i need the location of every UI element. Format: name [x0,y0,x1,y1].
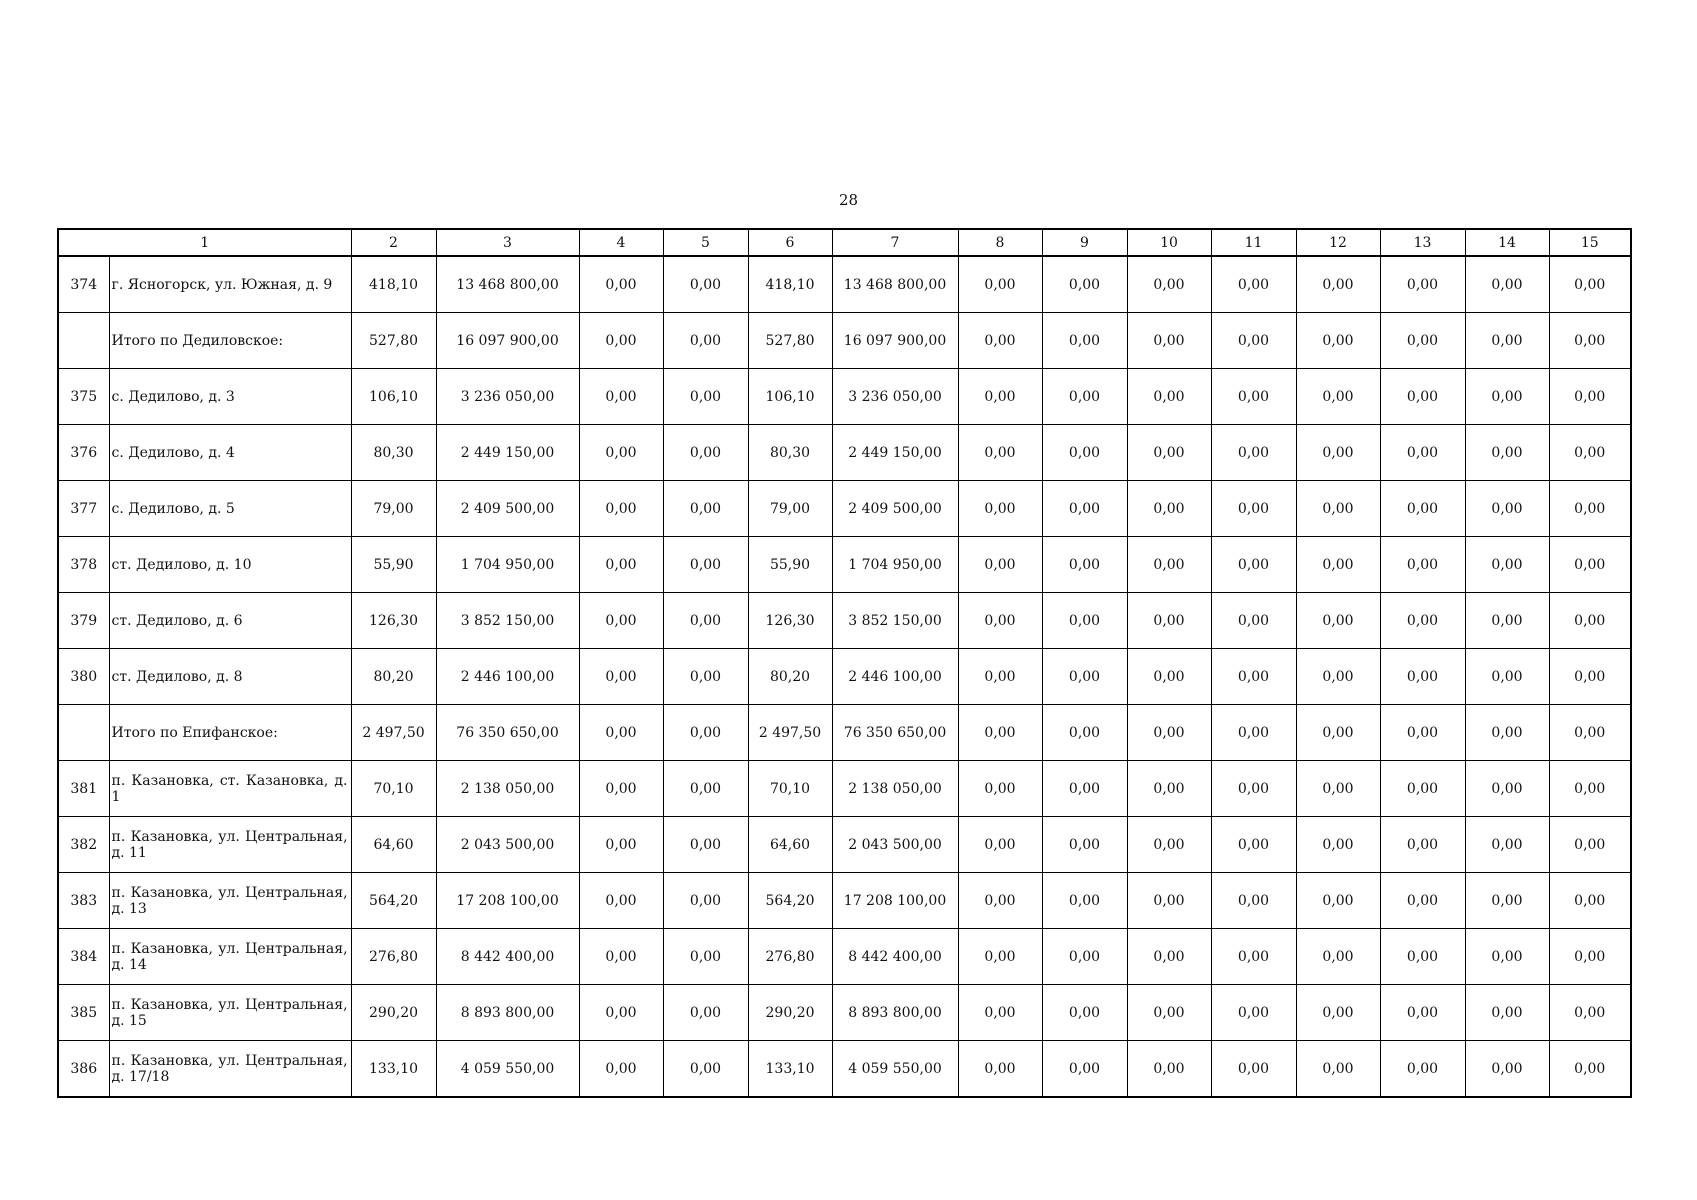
cost-cell: 8 442 400,00 [832,929,958,985]
value-cell: 0,00 [1549,537,1631,593]
value-cell: 0,00 [1465,761,1549,817]
column-header: 4 [579,229,663,256]
value-cell: 0,00 [1042,929,1127,985]
value-cell: 0,00 [663,761,748,817]
value-cell: 0,00 [663,985,748,1041]
address-cell: Итого по Дедиловское: [109,313,351,369]
value-cell: 0,00 [579,256,663,313]
subtotal-row [58,705,1631,761]
value-cell: 0,00 [1211,425,1296,481]
value-cell: 0,00 [1549,1041,1631,1098]
value-cell: 0,00 [1549,649,1631,705]
row-number-cell: 377 [58,481,109,537]
value-cell: 0,00 [579,593,663,649]
value-cell: 0,00 [1380,537,1465,593]
value-cell: 0,00 [1211,817,1296,873]
cost-cell: 17 208 100,00 [436,873,579,929]
value-cell: 0,00 [1380,873,1465,929]
cost-cell: 17 208 100,00 [832,873,958,929]
value-cell: 0,00 [1549,313,1631,369]
area-cell: 70,10 [748,761,832,817]
value-cell: 0,00 [663,313,748,369]
value-cell: 0,00 [1042,256,1127,313]
value-cell: 0,00 [958,929,1042,985]
column-header: 3 [436,229,579,256]
column-header: 5 [663,229,748,256]
area-cell: 70,10 [351,761,436,817]
value-cell: 0,00 [1296,369,1380,425]
cost-cell: 13 468 800,00 [832,256,958,313]
value-cell: 0,00 [1296,537,1380,593]
column-header: 1 [58,229,351,256]
value-cell: 0,00 [1549,985,1631,1041]
address-cell: с. Дедилово, д. 5 [109,481,351,537]
address-cell: с. Дедилово, д. 4 [109,425,351,481]
value-cell: 0,00 [1127,593,1211,649]
value-cell: 0,00 [663,425,748,481]
value-cell: 0,00 [663,369,748,425]
value-cell: 0,00 [1296,985,1380,1041]
value-cell: 0,00 [1296,425,1380,481]
row-number-cell: 378 [58,537,109,593]
value-cell: 0,00 [1296,256,1380,313]
value-cell: 0,00 [1127,705,1211,761]
value-cell: 0,00 [579,985,663,1041]
value-cell: 0,00 [1211,649,1296,705]
value-cell: 0,00 [579,817,663,873]
value-cell: 0,00 [958,817,1042,873]
column-header: 9 [1042,229,1127,256]
value-cell: 0,00 [958,649,1042,705]
table-row [58,593,1631,649]
value-cell: 0,00 [1127,817,1211,873]
row-number-cell: 376 [58,425,109,481]
value-cell: 0,00 [1380,705,1465,761]
value-cell: 0,00 [579,425,663,481]
value-cell: 0,00 [579,929,663,985]
value-cell: 0,00 [1296,481,1380,537]
value-cell: 0,00 [1042,313,1127,369]
cost-cell: 2 409 500,00 [832,481,958,537]
value-cell: 0,00 [958,313,1042,369]
value-cell: 0,00 [1296,649,1380,705]
area-cell: 418,10 [351,256,436,313]
cost-cell: 16 097 900,00 [832,313,958,369]
value-cell: 0,00 [958,425,1042,481]
value-cell: 0,00 [1042,481,1127,537]
value-cell: 0,00 [579,873,663,929]
area-cell: 527,80 [748,313,832,369]
value-cell: 0,00 [1465,985,1549,1041]
value-cell: 0,00 [579,761,663,817]
value-cell: 0,00 [1465,873,1549,929]
value-cell: 0,00 [1042,705,1127,761]
address-cell: п. Казановка, ул. Центральная, д. 17/18 [109,1041,351,1098]
cost-cell: 2 138 050,00 [436,761,579,817]
value-cell: 0,00 [1042,537,1127,593]
value-cell: 0,00 [579,705,663,761]
table-row [58,985,1631,1041]
cost-cell: 3 236 050,00 [436,369,579,425]
value-cell: 0,00 [1211,256,1296,313]
value-cell: 0,00 [1549,481,1631,537]
value-cell: 0,00 [1211,985,1296,1041]
cost-cell: 13 468 800,00 [436,256,579,313]
cost-cell: 2 043 500,00 [436,817,579,873]
column-header: 11 [1211,229,1296,256]
address-cell: ст. Дедилово, д. 8 [109,649,351,705]
address-cell: ст. Дедилово, д. 6 [109,593,351,649]
value-cell: 0,00 [1127,369,1211,425]
row-number-cell: 383 [58,873,109,929]
cost-cell: 2 449 150,00 [436,425,579,481]
value-cell: 0,00 [1549,817,1631,873]
value-cell: 0,00 [663,481,748,537]
row-number-cell: 385 [58,985,109,1041]
cost-cell: 3 852 150,00 [832,593,958,649]
table-row [58,873,1631,929]
cost-cell: 2 043 500,00 [832,817,958,873]
area-cell: 276,80 [748,929,832,985]
row-number-cell: 374 [58,256,109,313]
value-cell: 0,00 [1549,873,1631,929]
value-cell: 0,00 [1549,425,1631,481]
value-cell: 0,00 [1211,369,1296,425]
value-cell: 0,00 [1211,1041,1296,1098]
area-cell: 276,80 [351,929,436,985]
cost-cell: 8 442 400,00 [436,929,579,985]
cost-cell: 2 449 150,00 [832,425,958,481]
value-cell: 0,00 [1296,1041,1380,1098]
value-cell: 0,00 [1380,985,1465,1041]
value-cell: 0,00 [1380,369,1465,425]
value-cell: 0,00 [1296,929,1380,985]
value-cell: 0,00 [958,985,1042,1041]
value-cell: 0,00 [1380,761,1465,817]
value-cell: 0,00 [1380,1041,1465,1098]
area-cell: 79,00 [351,481,436,537]
column-header: 15 [1549,229,1631,256]
cost-cell: 2 138 050,00 [832,761,958,817]
area-cell: 418,10 [748,256,832,313]
area-cell: 80,20 [351,649,436,705]
value-cell: 0,00 [1211,873,1296,929]
value-cell: 0,00 [1380,481,1465,537]
value-cell: 0,00 [958,481,1042,537]
value-cell: 0,00 [1380,929,1465,985]
area-cell: 80,30 [748,425,832,481]
area-cell: 290,20 [748,985,832,1041]
value-cell: 0,00 [579,537,663,593]
value-cell: 0,00 [1380,593,1465,649]
value-cell: 0,00 [579,369,663,425]
address-cell: г. Ясногорск, ул. Южная, д. 9 [109,256,351,313]
value-cell: 0,00 [663,537,748,593]
address-cell: Итого по Епифанское: [109,705,351,761]
column-header: 10 [1127,229,1211,256]
area-cell: 55,90 [351,537,436,593]
address-cell: п. Казановка, ст. Казановка, д. 1 [109,761,351,817]
value-cell: 0,00 [1042,593,1127,649]
area-cell: 64,60 [748,817,832,873]
column-header: 2 [351,229,436,256]
value-cell: 0,00 [1549,929,1631,985]
value-cell: 0,00 [1465,481,1549,537]
address-cell: п. Казановка, ул. Центральная, д. 14 [109,929,351,985]
value-cell: 0,00 [663,817,748,873]
address-cell: п. Казановка, ул. Центральная, д. 15 [109,985,351,1041]
row-number-cell [58,705,109,761]
area-cell: 290,20 [351,985,436,1041]
area-cell: 527,80 [351,313,436,369]
value-cell: 0,00 [1042,1041,1127,1098]
row-number-cell: 381 [58,761,109,817]
value-cell: 0,00 [958,593,1042,649]
cost-cell: 3 852 150,00 [436,593,579,649]
value-cell: 0,00 [663,873,748,929]
value-cell: 0,00 [1380,649,1465,705]
table-row [58,425,1631,481]
value-cell: 0,00 [1465,1041,1549,1098]
value-cell: 0,00 [1465,256,1549,313]
value-cell: 0,00 [1380,817,1465,873]
value-cell: 0,00 [1465,929,1549,985]
row-number-cell [58,313,109,369]
area-cell: 133,10 [748,1041,832,1098]
table-row [58,537,1631,593]
value-cell: 0,00 [579,1041,663,1098]
column-header: 7 [832,229,958,256]
value-cell: 0,00 [663,929,748,985]
value-cell: 0,00 [1127,313,1211,369]
value-cell: 0,00 [958,873,1042,929]
cost-cell: 2 446 100,00 [832,649,958,705]
area-cell: 126,30 [351,593,436,649]
value-cell: 0,00 [1549,256,1631,313]
value-cell: 0,00 [1127,649,1211,705]
value-cell: 0,00 [1296,873,1380,929]
cost-cell: 8 893 800,00 [832,985,958,1041]
value-cell: 0,00 [1296,705,1380,761]
value-cell: 0,00 [579,649,663,705]
table-row [58,481,1631,537]
area-cell: 80,20 [748,649,832,705]
table-row [58,1041,1631,1098]
column-header: 12 [1296,229,1380,256]
value-cell: 0,00 [1465,705,1549,761]
cost-cell: 16 097 900,00 [436,313,579,369]
value-cell: 0,00 [1042,873,1127,929]
value-cell: 0,00 [1465,425,1549,481]
table-row [58,649,1631,705]
cost-cell: 1 704 950,00 [436,537,579,593]
area-cell: 133,10 [351,1041,436,1098]
value-cell: 0,00 [1211,705,1296,761]
value-cell: 0,00 [1042,649,1127,705]
value-cell: 0,00 [1465,537,1549,593]
value-cell: 0,00 [958,537,1042,593]
column-header: 13 [1380,229,1465,256]
value-cell: 0,00 [1296,313,1380,369]
area-cell: 564,20 [351,873,436,929]
value-cell: 0,00 [663,705,748,761]
area-cell: 64,60 [351,817,436,873]
cost-cell: 8 893 800,00 [436,985,579,1041]
value-cell: 0,00 [1465,817,1549,873]
value-cell: 0,00 [663,1041,748,1098]
page-number: 28 [838,191,859,209]
area-cell: 106,10 [351,369,436,425]
cost-cell: 1 704 950,00 [832,537,958,593]
value-cell: 0,00 [1549,593,1631,649]
area-cell: 106,10 [748,369,832,425]
area-cell: 79,00 [748,481,832,537]
column-header: 6 [748,229,832,256]
cost-cell: 76 350 650,00 [832,705,958,761]
cost-cell: 76 350 650,00 [436,705,579,761]
value-cell: 0,00 [1211,481,1296,537]
value-cell: 0,00 [1549,705,1631,761]
value-cell: 0,00 [1211,313,1296,369]
value-cell: 0,00 [1042,985,1127,1041]
value-cell: 0,00 [958,1041,1042,1098]
value-cell: 0,00 [1465,369,1549,425]
value-cell: 0,00 [1211,761,1296,817]
value-cell: 0,00 [1549,369,1631,425]
value-cell: 0,00 [1127,761,1211,817]
row-number-cell: 375 [58,369,109,425]
value-cell: 0,00 [1127,929,1211,985]
table-row [58,929,1631,985]
row-number-cell: 382 [58,817,109,873]
cost-cell: 3 236 050,00 [832,369,958,425]
value-cell: 0,00 [1042,425,1127,481]
value-cell: 0,00 [1296,817,1380,873]
value-cell: 0,00 [1127,537,1211,593]
area-cell: 126,30 [748,593,832,649]
value-cell: 0,00 [1127,873,1211,929]
value-cell: 0,00 [958,761,1042,817]
value-cell: 0,00 [1296,761,1380,817]
value-cell: 0,00 [1465,593,1549,649]
value-cell: 0,00 [1127,425,1211,481]
table-row [58,817,1631,873]
table-row [58,256,1631,313]
address-cell: ст. Дедилово, д. 10 [109,537,351,593]
register-table [57,228,1632,1098]
value-cell: 0,00 [1042,817,1127,873]
row-number-cell: 380 [58,649,109,705]
area-cell: 564,20 [748,873,832,929]
area-cell: 2 497,50 [748,705,832,761]
value-cell: 0,00 [1380,425,1465,481]
header-row [58,229,1631,256]
address-cell: п. Казановка, ул. Центральная, д. 11 [109,817,351,873]
value-cell: 0,00 [958,369,1042,425]
area-cell: 2 497,50 [351,705,436,761]
area-cell: 80,30 [351,425,436,481]
value-cell: 0,00 [1380,256,1465,313]
value-cell: 0,00 [1127,1041,1211,1098]
address-cell: п. Казановка, ул. Центральная, д. 13 [109,873,351,929]
address-cell: с. Дедилово, д. 3 [109,369,351,425]
cost-cell: 4 059 550,00 [832,1041,958,1098]
row-number-cell: 384 [58,929,109,985]
table-row [58,369,1631,425]
cost-cell: 2 446 100,00 [436,649,579,705]
subtotal-row [58,313,1631,369]
value-cell: 0,00 [579,313,663,369]
row-number-cell: 379 [58,593,109,649]
table-body [58,256,1631,1097]
value-cell: 0,00 [663,256,748,313]
value-cell: 0,00 [663,593,748,649]
value-cell: 0,00 [1465,649,1549,705]
value-cell: 0,00 [1127,256,1211,313]
cost-cell: 4 059 550,00 [436,1041,579,1098]
value-cell: 0,00 [1211,929,1296,985]
row-number-cell: 386 [58,1041,109,1098]
value-cell: 0,00 [1042,761,1127,817]
column-header: 14 [1465,229,1549,256]
value-cell: 0,00 [958,256,1042,313]
column-header: 8 [958,229,1042,256]
value-cell: 0,00 [1211,593,1296,649]
value-cell: 0,00 [663,649,748,705]
area-cell: 55,90 [748,537,832,593]
table-row [58,761,1631,817]
value-cell: 0,00 [579,481,663,537]
value-cell: 0,00 [1127,985,1211,1041]
value-cell: 0,00 [1127,481,1211,537]
value-cell: 0,00 [1549,761,1631,817]
value-cell: 0,00 [1465,313,1549,369]
value-cell: 0,00 [1380,313,1465,369]
value-cell: 0,00 [1211,537,1296,593]
value-cell: 0,00 [1042,369,1127,425]
value-cell: 0,00 [1296,593,1380,649]
value-cell: 0,00 [958,705,1042,761]
cost-cell: 2 409 500,00 [436,481,579,537]
